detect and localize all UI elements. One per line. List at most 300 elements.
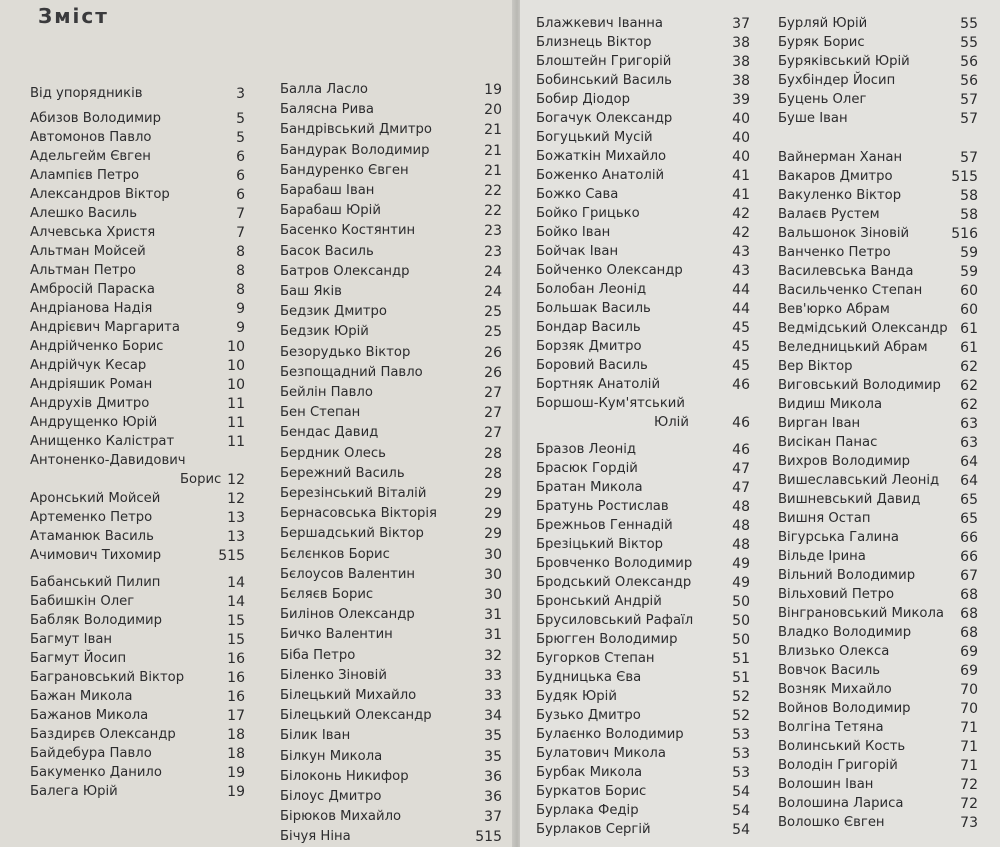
entry-name: Влизько Олекса <box>778 644 890 659</box>
entry-page-number: 27 <box>484 385 502 401</box>
entry-page-number: 70 <box>960 701 978 717</box>
entry-page-number: 515 <box>475 829 502 846</box>
entry-name: Волгіна Тетяна <box>778 720 884 735</box>
contents-entry <box>778 90 978 110</box>
entry-name: Бендас Давид <box>280 425 379 441</box>
contents-entry <box>30 242 245 262</box>
entry-name: Андрійчук Кесар <box>30 358 147 373</box>
entry-page-number: 50 <box>732 594 750 610</box>
entry-page-number: 29 <box>484 506 502 523</box>
contents-entry <box>778 680 978 700</box>
contents-entry <box>280 201 502 221</box>
entry-name: Білоус Дмитро <box>280 789 382 804</box>
contents-entry <box>778 262 978 282</box>
contents-entry <box>280 242 502 262</box>
entry-page-number: 21 <box>484 162 502 179</box>
entry-page-number: 71 <box>960 739 978 755</box>
contents-entry <box>280 343 502 363</box>
entry-name: Бродський Олександр <box>536 575 692 590</box>
entry-name: Білоконь Никифор <box>280 768 409 784</box>
contents-entry <box>778 414 978 434</box>
contents-entry <box>30 147 245 167</box>
contents-entry <box>280 80 502 100</box>
entry-page-number: 13 <box>227 529 245 545</box>
contents-entry <box>280 100 502 120</box>
entry-page-number: 72 <box>960 777 978 793</box>
entry-name: Березінський Віталій <box>280 486 427 501</box>
contents-entry <box>536 337 750 357</box>
entry-page-number: 11 <box>227 415 245 431</box>
contents-entry <box>30 782 245 802</box>
entry-name: Баздирєв Олександр <box>30 727 176 742</box>
contents-entry <box>536 33 750 53</box>
entry-name: Бабишкін Олег <box>30 594 135 609</box>
contents-entry <box>280 221 502 241</box>
entry-name: Валаєв Рустем <box>778 207 880 222</box>
contents-entry <box>280 464 502 484</box>
entry-name: Бразов Леонід <box>536 442 637 457</box>
entry-name: Булатович Микола <box>536 746 666 761</box>
entry-page-number: 55 <box>960 35 978 51</box>
entry-page-number: 38 <box>732 35 750 51</box>
contents-entry <box>778 167 978 187</box>
entry-page-number: 47 <box>732 480 750 496</box>
contents-entry <box>280 181 502 201</box>
entry-name: Богачук Олександр <box>536 111 673 126</box>
contents-entry <box>30 451 245 471</box>
contents-entry <box>280 686 502 706</box>
entry-name: Видиш Микола <box>778 397 883 412</box>
contents-entry <box>778 623 978 643</box>
entry-page-number: 20 <box>484 102 502 119</box>
entry-name: Александров Віктор <box>30 187 170 202</box>
entry-page-number: 36 <box>484 789 502 805</box>
entry-page-number: 24 <box>484 284 502 300</box>
entry-page-number: 48 <box>732 518 750 534</box>
entry-page-number: 12 <box>227 491 245 507</box>
contents-entry <box>30 261 245 281</box>
entry-page-number: 31 <box>484 607 502 624</box>
right-page <box>520 0 1000 847</box>
contents-entry <box>280 504 502 524</box>
entry-name: Багмут Йосип <box>30 651 127 666</box>
entry-name: Білик Іван <box>280 728 351 744</box>
contents-entry <box>536 649 750 669</box>
entry-page-number: 33 <box>484 688 502 704</box>
entry-page-number: 8 <box>236 282 245 298</box>
entry-page-number: 65 <box>960 492 978 508</box>
entry-name: Волинський Кость <box>778 739 906 754</box>
contents-entry <box>778 395 978 415</box>
contents-entry <box>280 807 502 827</box>
entry-name: Бєлєнков Борис <box>280 546 390 562</box>
entry-name: Войнов Володимир <box>778 701 911 716</box>
contents-entry <box>30 394 245 414</box>
entry-name: Альтман Петро <box>30 263 136 278</box>
entry-name: Бірюков Михайло <box>280 809 402 825</box>
entry-page-number: 19 <box>484 82 502 98</box>
entry-name: Божаткін Михайло <box>536 149 667 164</box>
contents-entry <box>778 585 978 605</box>
contents-entry <box>778 566 978 586</box>
entry-page-number: 68 <box>960 587 978 603</box>
entry-page-number: 57 <box>960 150 978 166</box>
entry-page-number: 38 <box>732 73 750 89</box>
entry-name: Бабляк Володимир <box>30 613 162 628</box>
entry-name: Вільний Володимир <box>778 568 916 583</box>
contents-entry <box>280 363 502 383</box>
entry-page-number: 61 <box>960 321 978 337</box>
entry-name: Вакуленко Віктор <box>778 188 902 203</box>
contents-entry <box>280 282 502 302</box>
entry-name: Бердник Олесь <box>280 445 386 461</box>
entry-name: Будяк Юрій <box>536 689 617 704</box>
contents-entry <box>778 547 978 567</box>
entry-page-number: 41 <box>732 168 750 184</box>
contents-entry <box>30 356 245 376</box>
entry-name: Возняк Михайло <box>778 682 892 697</box>
entry-name: Вирган Іван <box>778 416 861 431</box>
contents-entry <box>778 148 978 168</box>
entry-page-number: 7 <box>236 206 245 222</box>
entry-page-number: 22 <box>484 203 502 220</box>
entry-page-number: 39 <box>732 92 750 108</box>
entry-name: Буряк Борис <box>778 35 865 50</box>
contents-entry <box>536 147 750 167</box>
entry-name: Брюгген Володимир <box>536 632 678 647</box>
entry-name: Бортняк Анатолій <box>536 377 661 392</box>
entry-name: Бернасовська Вікторія <box>280 506 437 522</box>
entry-name: Виговський Володимир <box>778 378 941 393</box>
entry-name: Вакаров Дмитро <box>778 169 893 184</box>
entry-name: Балега Юрій <box>30 784 118 799</box>
entry-name: Бен Степан <box>280 405 361 421</box>
contents-entry <box>280 767 502 787</box>
entry-page-number: 52 <box>732 689 750 705</box>
entry-page-number: 63 <box>960 416 978 432</box>
entry-page-number: 11 <box>227 396 245 412</box>
contents-entry <box>30 128 245 148</box>
contents-entry <box>778 186 978 206</box>
entry-page-number: 23 <box>484 223 502 240</box>
contents-entry <box>280 565 502 585</box>
contents-entry <box>30 611 245 631</box>
entry-name: Вільде Ірина <box>778 549 866 564</box>
contents-entry <box>30 706 245 726</box>
contents-entry <box>778 376 978 396</box>
entry-page-number: 71 <box>960 758 978 774</box>
entry-page-number: 21 <box>484 122 502 139</box>
entry-page-number: 66 <box>960 530 978 546</box>
entry-page-number: 57 <box>960 92 978 108</box>
entry-name: Бабанський Пилип <box>30 575 161 590</box>
entry-page-number: 18 <box>227 727 245 743</box>
entry-page-number: 61 <box>960 340 978 356</box>
entry-name: Барабаш Юрій <box>280 203 381 219</box>
entry-page-number: 48 <box>732 499 750 515</box>
entry-name: Бурлака Федір <box>536 803 639 818</box>
entry-name: Бойко Іван <box>536 225 611 240</box>
entry-page-number: 16 <box>227 670 245 686</box>
contents-entry <box>30 413 245 433</box>
entry-name: Волошин Іван <box>778 777 874 792</box>
contents-entry <box>778 794 978 814</box>
entry-page-number: 71 <box>960 720 978 736</box>
contents-entry <box>778 737 978 757</box>
contents-entry <box>536 242 750 262</box>
entry-name: Блоштейн Григорій <box>536 54 672 69</box>
entry-page-number: 37 <box>732 16 750 32</box>
entry-page-number: 53 <box>732 746 750 762</box>
entry-page-number: 9 <box>236 320 245 336</box>
entry-name: Вігурська Галина <box>778 530 899 545</box>
entry-name: Бондар Василь <box>536 320 641 335</box>
contents-entry <box>778 452 978 472</box>
contents-entry <box>778 661 978 681</box>
entry-name: Волошина Лариса <box>778 796 904 811</box>
entry-page-number: 45 <box>732 339 750 355</box>
entry-name: Большак Василь <box>536 301 651 316</box>
entry-page-number: 62 <box>960 359 978 375</box>
entry-name: Бухбіндер Йосип <box>778 73 896 88</box>
entry-page-number: 32 <box>484 647 502 664</box>
contents-entry <box>30 630 245 650</box>
contents-entry <box>30 337 245 357</box>
contents-entry <box>30 109 245 129</box>
contents-entry <box>536 318 750 338</box>
entry-name: Висікан Панас <box>778 435 878 450</box>
entry-page-number: 12 <box>227 472 245 488</box>
contents-entry <box>30 318 245 338</box>
contents-entry <box>536 185 750 205</box>
entry-name: Божко Сава <box>536 187 619 202</box>
entry-page-number: 66 <box>960 549 978 565</box>
entry-name: Баш Яків <box>280 284 342 299</box>
entry-page-number: 15 <box>227 613 245 629</box>
entry-page-number: 43 <box>732 244 750 260</box>
contents-entry <box>536 440 750 460</box>
entry-page-number: 60 <box>960 302 978 318</box>
entry-name: Білецький Михайло <box>280 688 417 703</box>
entry-name: Волошко Євген <box>778 815 885 830</box>
entry-name: Бронський Андрій <box>536 594 662 609</box>
entry-page-number: 25 <box>484 304 502 321</box>
contents-entry <box>280 747 502 767</box>
entry-name: Буше Іван <box>778 111 848 126</box>
entry-page-number: 515 <box>218 548 245 564</box>
contents-entry <box>778 509 978 529</box>
contents-entry <box>536 14 750 34</box>
entry-page-number: 43 <box>732 263 750 279</box>
entry-page-number: 30 <box>484 566 502 583</box>
entry-page-number: 10 <box>227 339 245 355</box>
entry-name: Бєляєв Борис <box>280 587 374 602</box>
contents-entry <box>536 554 750 574</box>
entry-name: Бойчак Іван <box>536 244 619 259</box>
entry-name: Владко Володимир <box>778 625 912 640</box>
entry-name: Білкун Микола <box>280 748 383 764</box>
contents-entry <box>30 508 245 528</box>
contents-entry <box>30 744 245 764</box>
contents-entry <box>30 573 245 593</box>
contents-entry <box>536 744 750 764</box>
contents-entry <box>30 166 245 186</box>
entry-name: Брезіцький Віктор <box>536 537 664 552</box>
entry-page-number: 9 <box>236 301 245 317</box>
entry-name: Бейлін Павло <box>280 385 373 400</box>
entry-name: Вев'юрко Абрам <box>778 302 890 317</box>
entry-name: Андрієвич Маргарита <box>30 320 180 335</box>
entry-page-number: 59 <box>960 264 978 280</box>
contents-entry <box>280 706 502 726</box>
entry-page-number: 516 <box>951 226 978 242</box>
contents-entry <box>30 489 245 509</box>
entry-page-number: 26 <box>484 364 502 381</box>
entry-name: Бершадський Віктор <box>280 526 424 542</box>
contents-entry <box>778 338 978 358</box>
contents-entry <box>536 687 750 707</box>
contents-entry <box>30 204 245 224</box>
entry-name: Автомонов Павло <box>30 130 152 145</box>
entry-name: Багмут Іван <box>30 632 113 647</box>
contents-entry <box>536 204 750 224</box>
entry-page-number: 50 <box>732 613 750 629</box>
entry-page-number: 33 <box>484 667 502 684</box>
entry-name: Бойченко Олександр <box>536 263 683 278</box>
entry-name: Ачимович Тихомир <box>30 548 162 563</box>
entry-name: Васильченко Степан <box>778 283 923 298</box>
entry-name: Басок Василь <box>280 243 374 259</box>
contents-entry <box>280 141 502 161</box>
entry-name: Билінов Олександр <box>280 607 415 623</box>
entry-name: Анищенко Каліcтрат <box>30 434 175 449</box>
entry-page-number: 56 <box>960 73 978 89</box>
contents-entry <box>280 827 502 847</box>
contents-entry <box>280 423 502 443</box>
contents-entry <box>280 302 502 322</box>
entry-page-number: 44 <box>732 301 750 317</box>
entry-name: Андрійченко Борис <box>30 339 164 354</box>
entry-page-number: 15 <box>227 632 245 648</box>
entry-page-number: 29 <box>484 526 502 543</box>
contents-entry <box>536 668 750 688</box>
contents-entry <box>280 787 502 807</box>
entry-name: Батров Олександр <box>280 263 410 279</box>
entry-name: Василевська Ванда <box>778 264 914 279</box>
entry-name: Атаманюк Василь <box>30 529 154 544</box>
entry-page-number: 13 <box>227 510 245 526</box>
contents-entry <box>280 322 502 342</box>
contents-entry <box>536 478 750 498</box>
entry-page-number: 58 <box>960 207 978 223</box>
entry-page-number: 64 <box>960 454 978 470</box>
entry-page-number: 3 <box>236 86 245 102</box>
entry-page-number: 56 <box>960 54 978 70</box>
entry-name: Вишеславський Леонід <box>778 473 940 488</box>
entry-name: Бичко Валентин <box>280 627 393 643</box>
contents-entry <box>536 706 750 726</box>
entry-page-number: 27 <box>484 405 502 422</box>
entry-page-number: 51 <box>732 651 750 667</box>
entry-page-number: 26 <box>484 344 502 361</box>
entry-page-number: 29 <box>484 486 502 502</box>
contents-entry <box>280 545 502 565</box>
entry-page-number: 18 <box>227 746 245 762</box>
contents-entry <box>536 630 750 650</box>
entry-name: Бузько Дмитро <box>536 708 641 723</box>
entry-page-number: 27 <box>484 425 502 442</box>
entry-name: Буряківський Юрій <box>778 54 910 69</box>
contents-entry <box>280 726 502 746</box>
entry-page-number: 19 <box>227 784 245 800</box>
contents-entry <box>778 471 978 491</box>
entry-name: Біленко Зіновій <box>280 667 387 683</box>
entry-name: Алампієв Петро <box>30 168 140 183</box>
entry-page-number: 53 <box>732 727 750 743</box>
entry-page-number: 11 <box>227 434 245 450</box>
entry-page-number: 25 <box>484 324 502 341</box>
entry-page-number: 68 <box>960 625 978 641</box>
contents-entry <box>778 699 978 719</box>
entry-page-number: 8 <box>236 263 245 279</box>
entry-name: Вільховий Петро <box>778 587 895 602</box>
entry-page-number: 36 <box>484 768 502 785</box>
entry-name: Борзяк Дмитро <box>536 339 642 354</box>
entry-page-number: 24 <box>484 263 502 280</box>
entry-page-number: 67 <box>960 568 978 584</box>
entry-name: Вихров Володимир <box>778 454 911 469</box>
entry-page-number: 49 <box>732 556 750 572</box>
entry-name: Вер Віктор <box>778 359 853 374</box>
entry-page-number: 30 <box>484 546 502 563</box>
entry-name: Андрущенко Юрій <box>30 415 158 430</box>
contents-entry <box>280 383 502 403</box>
entry-page-number: 6 <box>236 187 245 203</box>
entry-page-number: 54 <box>732 784 750 800</box>
contents-entry <box>280 262 502 282</box>
entry-page-number: 65 <box>960 511 978 527</box>
entry-page-number: 40 <box>732 149 750 165</box>
entry-page-number: 45 <box>732 358 750 374</box>
entry-name: Балла Ласло <box>280 82 369 97</box>
entry-name: Володін Григорій <box>778 758 898 773</box>
entry-page-number: 49 <box>732 575 750 591</box>
entry-name: Бровченко Володимир <box>536 556 693 571</box>
entry-page-number: 515 <box>951 169 978 185</box>
contents-entry <box>280 605 502 625</box>
entry-name: Бедзик Дмитро <box>280 304 387 320</box>
entry-page-number: 35 <box>484 748 502 765</box>
entry-page-number: 45 <box>732 320 750 336</box>
contents-entry <box>536 573 750 593</box>
entry-page-number: 35 <box>484 728 502 745</box>
entry-name: Бугорков Степан <box>536 651 655 666</box>
contents-entry <box>536 90 750 110</box>
entry-page-number: 52 <box>732 708 750 724</box>
contents-entry <box>30 687 245 707</box>
entry-page-number: 46 <box>732 377 750 393</box>
contents-entry <box>536 413 750 433</box>
entry-page-number: 23 <box>484 243 502 260</box>
entry-page-number: 46 <box>732 415 750 431</box>
entry-name: Ванченко Петро <box>778 245 891 260</box>
contents-entry <box>778 243 978 263</box>
entry-name: Боршош-Кум'ятський <box>536 396 685 411</box>
entry-name: Аронський Мойсей <box>30 491 161 506</box>
entry-name: Бедзик Юрій <box>280 324 369 340</box>
entry-name: Бережний Василь <box>280 465 405 481</box>
entry-page-number: 5 <box>236 111 245 127</box>
